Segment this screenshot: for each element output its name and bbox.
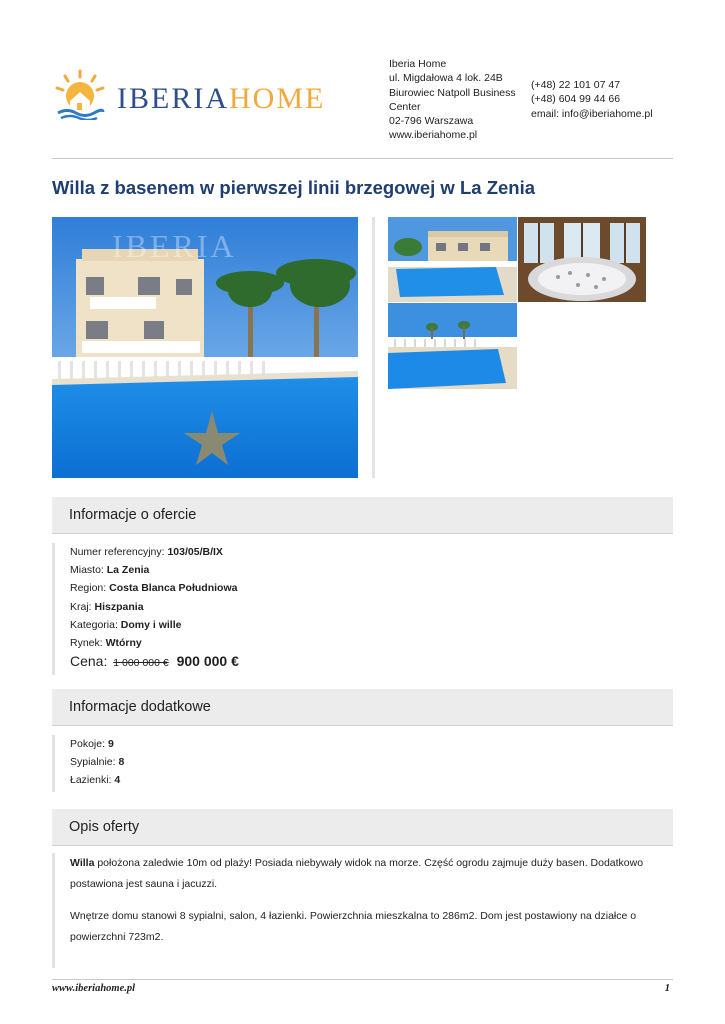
company-logo	[55, 68, 355, 128]
additional-info-heading: Informacje dodatkowe	[52, 689, 673, 726]
watermark-text: IBERIA	[112, 228, 237, 264]
thumbnail-photo-2[interactable]	[518, 217, 646, 302]
phone-1[interactable]: (+48) 22 101 07 47	[531, 79, 621, 91]
footer-website[interactable]: www.iberiahome.pl	[52, 983, 136, 994]
info-row-country: Kraj: Hiszpania	[70, 600, 144, 613]
offer-info-body	[52, 543, 673, 675]
info-row-bedrooms: Sypialnie: 8	[70, 756, 125, 769]
footer-divider	[52, 979, 673, 980]
building-name: Biurowiec Natpoll Business Center	[389, 86, 516, 113]
info-row-category: Kategoria: Domy i wille	[70, 618, 182, 631]
company-name: Iberia Home	[389, 58, 447, 70]
info-row-rooms: Pokoje: 9	[70, 738, 114, 750]
listing-title: Willa z basenem w pierwszej linii brzegowej w La Zenia	[52, 177, 536, 198]
header-divider	[52, 158, 673, 159]
company-address	[389, 57, 529, 143]
logo-wordmark: IBERIAHOME	[117, 82, 326, 115]
main-photo[interactable]	[52, 217, 358, 478]
info-row-city: Miasto: La Zenia	[70, 564, 150, 577]
thumbnail-photo-3[interactable]	[388, 303, 517, 389]
info-row-region: Region: Costa Blanca Południowa	[70, 582, 238, 595]
price-new: 900 000 €	[176, 653, 239, 670]
website-link[interactable]: www.iberiahome.pl	[389, 129, 478, 142]
description-paragraph-2: Wnętrze domu stanowi 8 sypialni, salon, 4 łazienki. Powierzchnia mieszkalna to 286m2. Dom jest postawiony na działce o powierzchni 723m2.	[70, 910, 637, 943]
company-contact	[531, 78, 653, 121]
info-row-reference: Numer referencyjny: 103/05/B/IX	[70, 546, 223, 558]
description-body	[52, 853, 673, 968]
thumbnail-photo-1[interactable]	[388, 217, 517, 302]
info-row-market: Rynek: Wtórny	[70, 636, 142, 649]
email-link[interactable]: email: info@iberiahome.pl	[531, 107, 653, 120]
price-label: Cena:	[70, 653, 108, 670]
street-address: ul. Migdałowa 4 lok. 24B	[389, 72, 503, 85]
price-old: 1 000 000 €	[113, 657, 169, 670]
description-paragraph-1: Willa położona zaledwie 10m od plaży! Posiada niebywały widok na morze. Część ogrodu zajmuje duży basen. Dodatkowo postawiona jest sauna i jacuzzi.	[70, 857, 644, 890]
sun-house-icon	[55, 68, 105, 120]
photo-divider	[372, 217, 375, 478]
phone-2[interactable]: (+48) 604 99 44 66	[531, 93, 621, 106]
info-row-bathrooms: Łazienki: 4	[70, 774, 121, 787]
description-heading: Opis oferty	[52, 809, 673, 846]
page-number: 1	[664, 983, 670, 994]
price	[70, 652, 673, 672]
postal-city: 02-796 Warszawa	[389, 115, 474, 128]
offer-info-heading: Informacje o ofercie	[52, 497, 673, 534]
additional-info-body	[52, 735, 673, 792]
